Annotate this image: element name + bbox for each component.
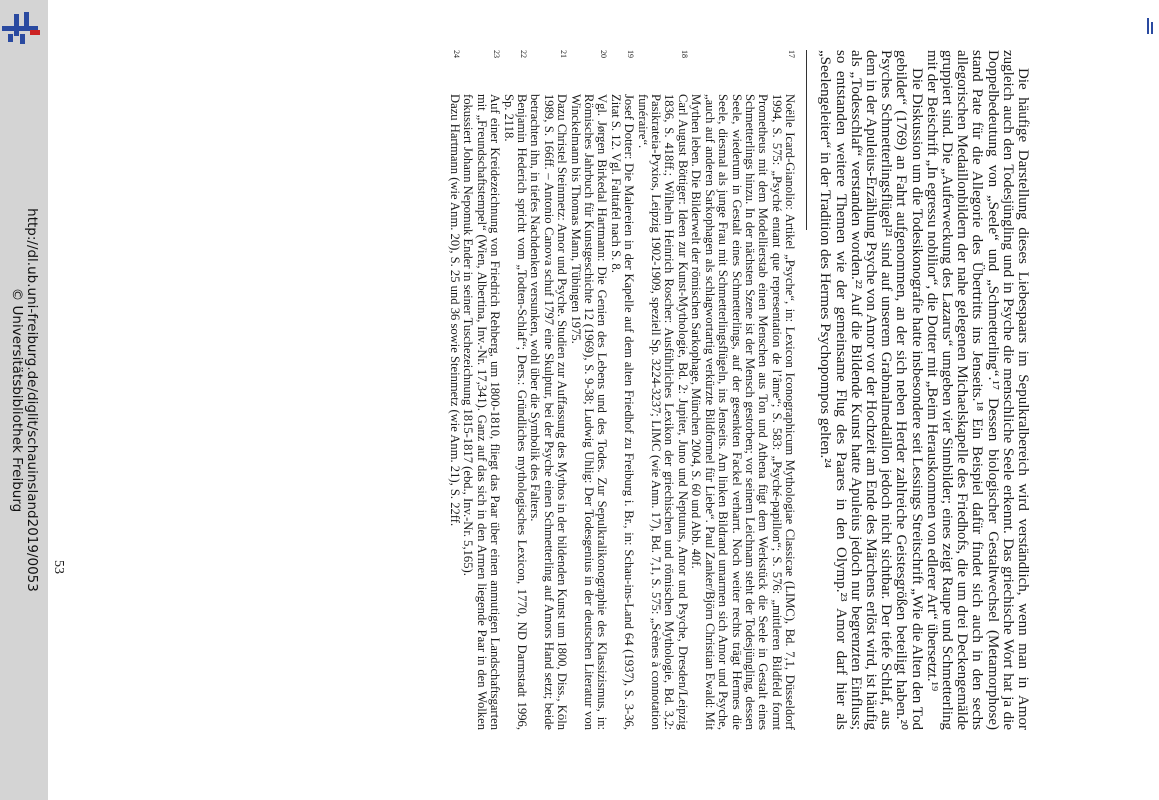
footnote [448, 50, 461, 730]
paragraph-2: Die Diskussion um die Todesikonografie hatte insbesondere seit Lessings Streitschrift „Wie die Alten den Tod gebildet“ (1769) an Fahrt aufgenommen, an der sich neben Herder zahlreiche Geistesgrößen beteiligt haben.²⁰ Psyches Schmetterlingsflügel²¹ sind auf unserem Grabmalmedaillon jedoch nicht sichtbar. Der tiefe Schlaf, aus dem in der Apuleius-Erzählung Psyche von Amor vor der Hochzeit am Ende des Märchens erlöst wird, ist häufig als „Todesschlaf“ verstanden worden.²² Auf die Bildende Kunst hatte Apuleius jedoch nur begrenzten Einfluss; so entstanden weitere Themen wie der gemeinsame Flug des Paares in den Olymp.²³ Amor darf hier als „Seelengeleiter“ in der Tradition des Hermes Psychopompos gelten.²⁴ [817, 50, 925, 730]
corner-mark-icon [1145, 16, 1155, 36]
footnote [635, 50, 689, 730]
footnote-text: Noëlle Icard-Gianolio: Artikel „Psyche“, in: Lexicon Iconographicum Mythologiae Classicae (LIMC), Bd. 7,1, Düsseldorf 1994, S. 575: „Psyché entant que representation de l’âme“; S. 583: „Psyché-papillon“; S. 576: „mittleren Bildfeld formt Prometheus mit dem Modellierstab einen Menschen aus Ton und Athena fügt dem Werkstück die Seele in Gestalt eines Schmetterlings hinzu. In der nächsten Szene ist der Mensch gestorben; vor seinem Leichnam steht der Todesjüngling, dessen Seele, wiederum in Gestalt eines Schmetterlings, auf der gesenkten Fackel verharrt. Noch weiter rechts trägt Hermes die Seele, diesmal als junge Frau mit Schmetterlingsflügeln, ins Jenseits. Am linken Bildrand umarmen sich Amor und Psyche, „auch auf anderen Sarkophagen als schlagwortartig verkürzte Bildformel für Liebe“. Paul Zanker/Björn Christian Ewald: Mit Mythen leben. Die Bilderwelt der römischen Sarkophage, München 2004, S. 60 und Abb. 40f. [689, 94, 798, 730]
paragraph-1: Die häufige Darstellung dieses Liebespaars im Sepulkralbereich wird verständlich, wenn man in Amor zugleich auch den Todesjüngling und in Psyche die menschliche Seele erkennt. Das griechische Wort hat ja die Doppelbedeutung von „Seele“ und „Schmetterling“.¹⁷ Dessen biologischer Gestaltwechsel (Metamorphose) stand Pate für die Allegorie des Übertritts ins Jenseits.¹⁸ Ein Beispiel dafür findet sich auch in den sechs allegorischen Medaillonbildern der nahe gelegenen Michaelskapelle des Friedhofs, die um drei Deckengemälde gruppiert sind. Die „Auferweckung des Lazarus“ umgeben vier Sinnbilder; eines zeigt Raupe und Schmetterling mit der Beischrift „In egressu nobilior“, die Dotter mit „Beim Herauskommen von edlerer Art“ übersetzt.¹⁹ [923, 50, 1031, 730]
copyright-text: © Universitätsbibliothek Freiburg [9, 287, 25, 513]
footnote-text: Josef Dotter: Die Malereien in der Kapelle auf dem alten Friedhof zu Freiburg i. Br., in: Schau-ins-Land 64 (1937), S. 3-36, Zitat S. 12. Vgl. Falttafel nach S. 8. [608, 94, 637, 730]
footnote-number: 17 [787, 50, 797, 58]
footnote-divider [806, 50, 807, 230]
footnote-number: 22 [519, 50, 529, 58]
footnote-number: 18 [679, 50, 689, 58]
source-url: http://dl.ub.uni-freiburg.de/diglit/schauinsland2019/0053 [24, 208, 40, 592]
footnote-text: Dazu Christel Steinmetz: Amor und Psyche. Studien zur Auffassung des Mythos in der bildenden Kunst um 1800, Diss., Köln 1989, S. 166ff. – Antonio Canova schuf 1797 eine Skulptur, bei der Psyche einen Schmetterling auf Amors Hand setzt; beide betrachten ihn, in tiefes Nachdenken versunken, wohl über die Symbolik des Falters. [528, 94, 570, 730]
page-number: 53 [51, 560, 66, 574]
scanned-page [50, 20, 1040, 760]
footnote-number: 19 [626, 50, 636, 58]
footnote [568, 50, 608, 730]
footnote [608, 50, 635, 730]
footnote [461, 50, 501, 730]
source-url-text [9, 208, 39, 592]
footnote-number: 20 [599, 50, 609, 58]
university-logo [0, 4, 44, 48]
footnote [689, 50, 796, 730]
footnote [528, 50, 568, 730]
footnote-number: 21 [559, 50, 569, 58]
footnote-text: Carl August Böttiger: Ideen zur Kunst-Mythologie, Bd. 2: Jupiter, Juno und Neptunus, Amor und Psyche, Dresden/Leipzig 1836, S. 418ff.; Wilhelm Heinrich Roscher: Ausführliches Lexikon der griechischen und römischen Mythologie, Bd. 3,2: Pasikrateia-Pyxios, Leipzig 1902-1909, speziell Sp. 3224-3237; LIMC (wie Anm. 17), Bd. 7,1, S. 575: „Scènes à connotation funéraire“. [635, 94, 690, 730]
footnote-text: Vgl. Jørgen Birkedal Hartmann: Die Genien des Lebens und des Todes. Zur Sepulkralikonographie des Klassizismus, in: Römisches Jahrbuch für Kunstgeschichte 12 (1969), S. 9-38; Ludwig Uhlig: Der Todesgenius in der deutschen Literatur von Winckelmann bis Thomas Mann, Tübingen 1975. [568, 94, 610, 730]
footnote-text: Benjamin Hederich spricht vom „Todten-Schlaf“; Ders.: Gründliches mythologisches Lexicon, 1770, ND Darmstadt 1996, Sp. 2118. [501, 94, 530, 730]
footnote [501, 50, 528, 730]
footnote-number: 24 [452, 50, 461, 58]
footnote-text: Auf einer Kreidezeichnung von Friedrich Rehberg, um 1800-1810, fliegt das Paar über einen anmutigen Landschaftsgarten mit „Freundschaftstempel“ (Wien, Albertina, Inv.-Nr. 17,341). Ganz auf das sich in den Armen liegende Paar in den Wolken fokussiert Johann Nepomuk Ender in seiner Tuschezeichnung 1815-1817 (ebd., Inv.-Nr. 5,165). [461, 94, 503, 730]
body-text [817, 50, 1030, 730]
footnotes [448, 50, 797, 730]
footnote-text: Dazu Hartmann (wie Anm. 20), S. 25 und 36 sowie Steinmetz (wie Anm. 21), S. 22ff. [448, 94, 462, 527]
footnote-number: 23 [492, 50, 502, 58]
viewer-sidebar [0, 0, 48, 800]
